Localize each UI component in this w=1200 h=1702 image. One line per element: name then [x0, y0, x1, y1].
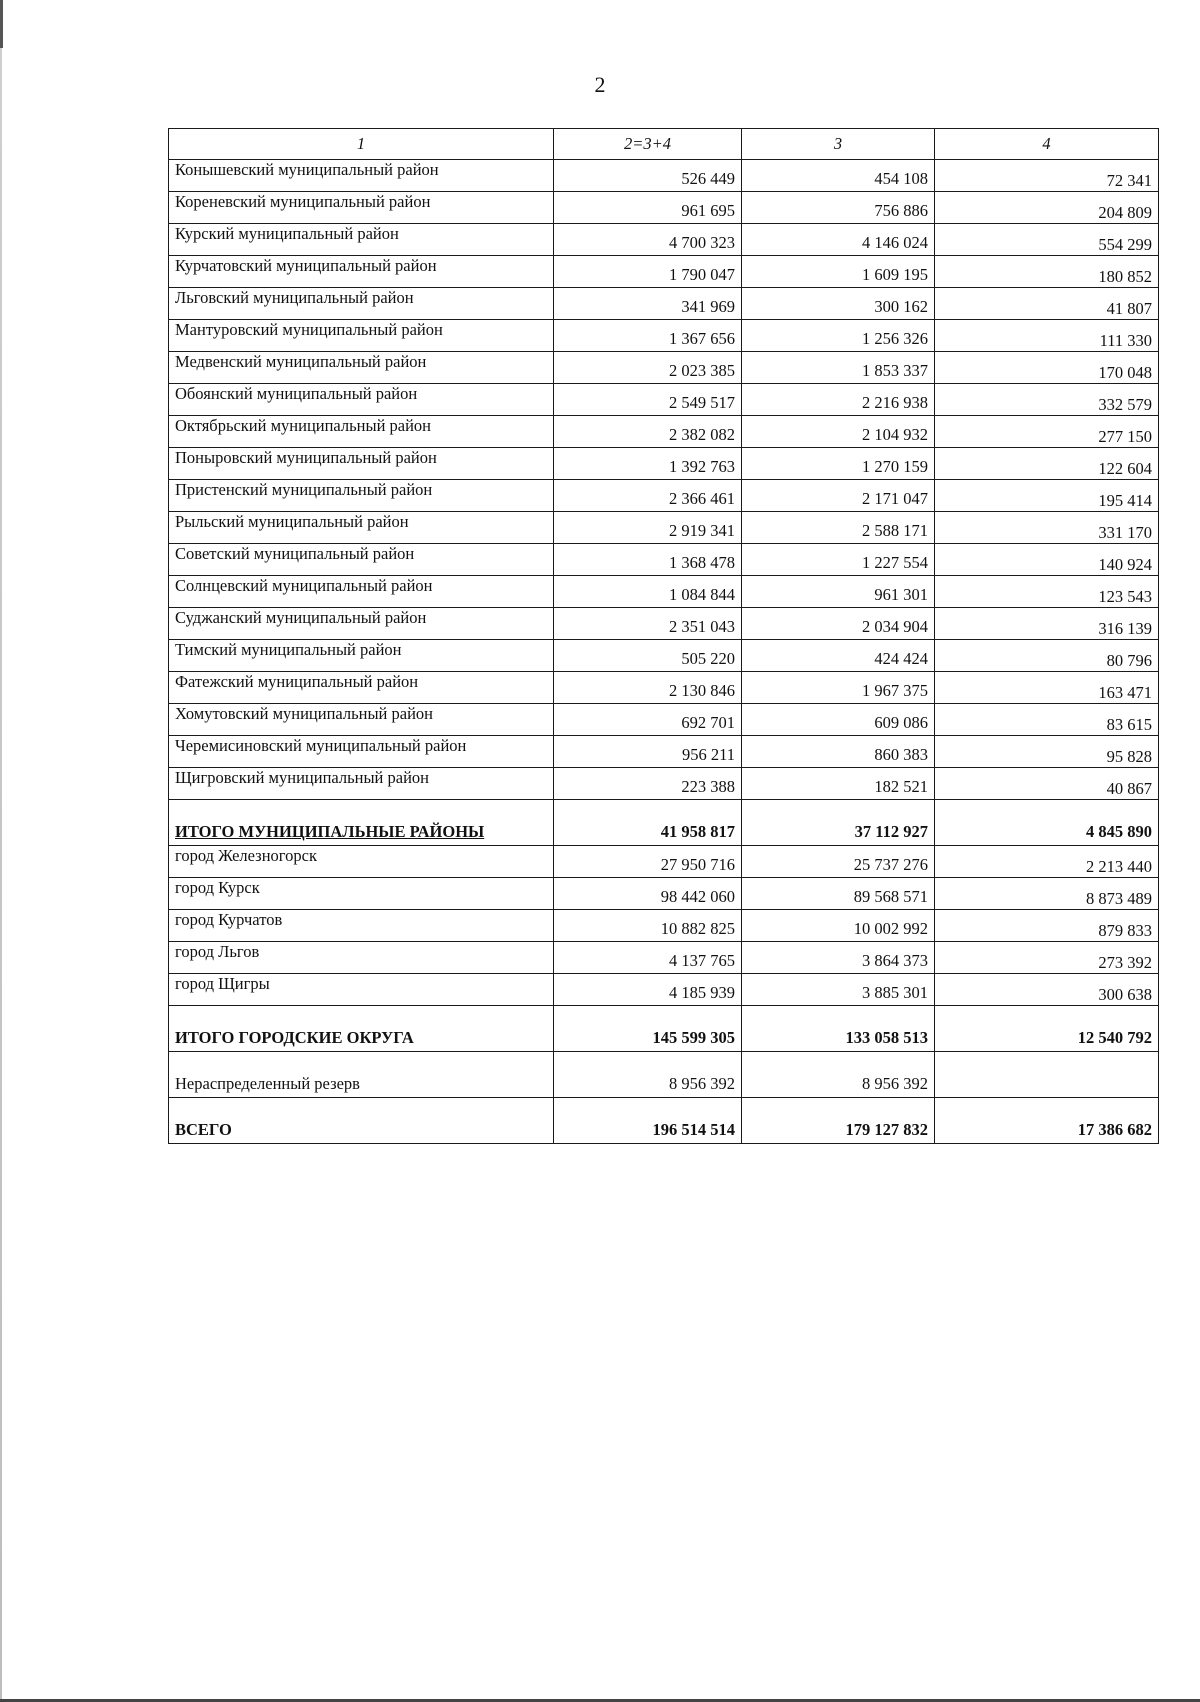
total-value: 1 392 763 [554, 448, 742, 480]
col3-value: 2 104 932 [742, 416, 935, 448]
col4-value: 204 809 [935, 192, 1159, 224]
column-header-4: 4 [935, 129, 1159, 160]
table-row [169, 640, 1159, 672]
city-name: город Щигры [169, 974, 554, 1006]
col4-value: 83 615 [935, 704, 1159, 736]
total-value: 4 137 765 [554, 942, 742, 974]
header-row [169, 129, 1159, 160]
col4-value: 300 638 [935, 974, 1159, 1006]
total-value: 10 882 825 [554, 910, 742, 942]
col3-value: 133 058 513 [742, 1006, 935, 1052]
district-name: Хомутовский муниципальный район [169, 704, 554, 736]
table-row [169, 846, 1159, 878]
col4-value: 879 833 [935, 910, 1159, 942]
table-row [169, 768, 1159, 800]
col4-value: 40 867 [935, 768, 1159, 800]
grand-total-row [169, 1098, 1159, 1144]
total-value: 2 351 043 [554, 608, 742, 640]
table-row [169, 672, 1159, 704]
col4-value: 140 924 [935, 544, 1159, 576]
reserve-row [169, 1052, 1159, 1098]
table-row [169, 878, 1159, 910]
col3-value: 25 737 276 [742, 846, 935, 878]
total-value: 2 919 341 [554, 512, 742, 544]
total-value: 505 220 [554, 640, 742, 672]
table-row [169, 448, 1159, 480]
district-name: Обоянский муниципальный район [169, 384, 554, 416]
total-value: 196 514 514 [554, 1098, 742, 1144]
table-row [169, 224, 1159, 256]
col4-value: 72 341 [935, 160, 1159, 192]
total-value: 145 599 305 [554, 1006, 742, 1052]
col4-value: 8 873 489 [935, 878, 1159, 910]
col4-value: 111 330 [935, 320, 1159, 352]
total-value: 223 388 [554, 768, 742, 800]
city-name: город Курчатов [169, 910, 554, 942]
total-value: 2 023 385 [554, 352, 742, 384]
col3-value: 1 853 337 [742, 352, 935, 384]
col4-value: 170 048 [935, 352, 1159, 384]
district-name: Рыльский муниципальный район [169, 512, 554, 544]
col3-value: 860 383 [742, 736, 935, 768]
col4-value: 4 845 890 [935, 800, 1159, 846]
city-name: город Курск [169, 878, 554, 910]
col3-value: 179 127 832 [742, 1098, 935, 1144]
scan-edge-left [0, 0, 2, 1702]
col4-value: 12 540 792 [935, 1006, 1159, 1052]
col3-value: 3 864 373 [742, 942, 935, 974]
district-name: Суджанский муниципальный район [169, 608, 554, 640]
col3-value: 8 956 392 [742, 1052, 935, 1098]
col3-value: 4 146 024 [742, 224, 935, 256]
table-row [169, 512, 1159, 544]
total-cities-label: ИТОГО ГОРОДСКИЕ ОКРУГА [169, 1006, 554, 1052]
total-value: 956 211 [554, 736, 742, 768]
total-value: 98 442 060 [554, 878, 742, 910]
table-row [169, 480, 1159, 512]
table-row [169, 736, 1159, 768]
total-value: 526 449 [554, 160, 742, 192]
table-row [169, 576, 1159, 608]
col4-value: 2 213 440 [935, 846, 1159, 878]
total-districts-label [169, 800, 554, 846]
col4-value: 122 604 [935, 448, 1159, 480]
col3-value: 424 424 [742, 640, 935, 672]
city-name: город Льгов [169, 942, 554, 974]
scan-mark [0, 0, 3, 48]
table-row [169, 320, 1159, 352]
col3-value: 1 227 554 [742, 544, 935, 576]
total-districts-label-text: ИТОГО МУНИЦИПАЛЬНЫЕ РАЙОНЫ [175, 822, 485, 841]
col3-value: 1 609 195 [742, 256, 935, 288]
district-name: Конышевский муниципальный район [169, 160, 554, 192]
col4-value: 123 543 [935, 576, 1159, 608]
col3-value: 182 521 [742, 768, 935, 800]
table-row [169, 416, 1159, 448]
col3-value: 2 034 904 [742, 608, 935, 640]
district-name: Льговский муниципальный район [169, 288, 554, 320]
total-districts-row [169, 800, 1159, 846]
table-row [169, 974, 1159, 1006]
table-row [169, 352, 1159, 384]
col3-value: 10 002 992 [742, 910, 935, 942]
col4-value: 180 852 [935, 256, 1159, 288]
column-header-1: 1 [169, 129, 554, 160]
total-value: 8 956 392 [554, 1052, 742, 1098]
total-value: 1 368 478 [554, 544, 742, 576]
table-row [169, 384, 1159, 416]
col4-value: 316 139 [935, 608, 1159, 640]
district-name: Курчатовский муниципальный район [169, 256, 554, 288]
total-value: 692 701 [554, 704, 742, 736]
col4-value: 273 392 [935, 942, 1159, 974]
col4-value: 331 170 [935, 512, 1159, 544]
col4-value: 17 386 682 [935, 1098, 1159, 1144]
total-value: 1 790 047 [554, 256, 742, 288]
total-value: 27 950 716 [554, 846, 742, 878]
total-value: 2 366 461 [554, 480, 742, 512]
table-row [169, 910, 1159, 942]
total-value: 1 367 656 [554, 320, 742, 352]
table-row [169, 704, 1159, 736]
table-row [169, 160, 1159, 192]
district-name: Советский муниципальный район [169, 544, 554, 576]
table-row [169, 192, 1159, 224]
district-name: Тимский муниципальный район [169, 640, 554, 672]
district-name: Щигровский муниципальный район [169, 768, 554, 800]
city-name: город Железногорск [169, 846, 554, 878]
total-value: 341 969 [554, 288, 742, 320]
col3-value: 1 270 159 [742, 448, 935, 480]
col3-value: 300 162 [742, 288, 935, 320]
table-row [169, 608, 1159, 640]
col3-value: 37 112 927 [742, 800, 935, 846]
col4-value: 277 150 [935, 416, 1159, 448]
district-name: Курский муниципальный район [169, 224, 554, 256]
col3-value: 1 967 375 [742, 672, 935, 704]
col3-value: 1 256 326 [742, 320, 935, 352]
budget-table [168, 128, 1159, 1144]
col4-value: 41 807 [935, 288, 1159, 320]
grand-total-label: ВСЕГО [169, 1098, 554, 1144]
district-name: Черемисиновский муниципальный район [169, 736, 554, 768]
total-value: 2 382 082 [554, 416, 742, 448]
column-header-3: 3 [742, 129, 935, 160]
total-value: 2 130 846 [554, 672, 742, 704]
total-value: 1 084 844 [554, 576, 742, 608]
col3-value: 961 301 [742, 576, 935, 608]
district-name: Фатежский муниципальный район [169, 672, 554, 704]
col4-value: 95 828 [935, 736, 1159, 768]
district-name: Медвенский муниципальный район [169, 352, 554, 384]
district-name: Солнцевский муниципальный район [169, 576, 554, 608]
col3-value: 89 568 571 [742, 878, 935, 910]
total-cities-row [169, 1006, 1159, 1052]
col3-value: 2 171 047 [742, 480, 935, 512]
col3-value: 756 886 [742, 192, 935, 224]
col3-value: 3 885 301 [742, 974, 935, 1006]
col3-value: 454 108 [742, 160, 935, 192]
col3-value: 2 588 171 [742, 512, 935, 544]
col3-value: 2 216 938 [742, 384, 935, 416]
col4-value: 195 414 [935, 480, 1159, 512]
col4-value: 332 579 [935, 384, 1159, 416]
total-value: 4 700 323 [554, 224, 742, 256]
col3-value: 609 086 [742, 704, 935, 736]
col4-value: 80 796 [935, 640, 1159, 672]
col4-value: 554 299 [935, 224, 1159, 256]
total-value: 961 695 [554, 192, 742, 224]
total-value: 2 549 517 [554, 384, 742, 416]
district-name: Мантуровский муниципальный район [169, 320, 554, 352]
reserve-label: Нераспределенный резерв [169, 1052, 554, 1098]
page-number: 2 [594, 72, 606, 97]
district-name: Октябрьский муниципальный район [169, 416, 554, 448]
total-value: 4 185 939 [554, 974, 742, 1006]
total-value: 41 958 817 [554, 800, 742, 846]
col4-value [935, 1052, 1159, 1098]
col4-value: 163 471 [935, 672, 1159, 704]
column-header-2: 2=3+4 [554, 129, 742, 160]
table-row [169, 256, 1159, 288]
district-name: Пристенский муниципальный район [169, 480, 554, 512]
district-name: Кореневский муниципальный район [169, 192, 554, 224]
table-row [169, 544, 1159, 576]
district-name: Поныровский муниципальный район [169, 448, 554, 480]
table-row [169, 288, 1159, 320]
table-row [169, 942, 1159, 974]
